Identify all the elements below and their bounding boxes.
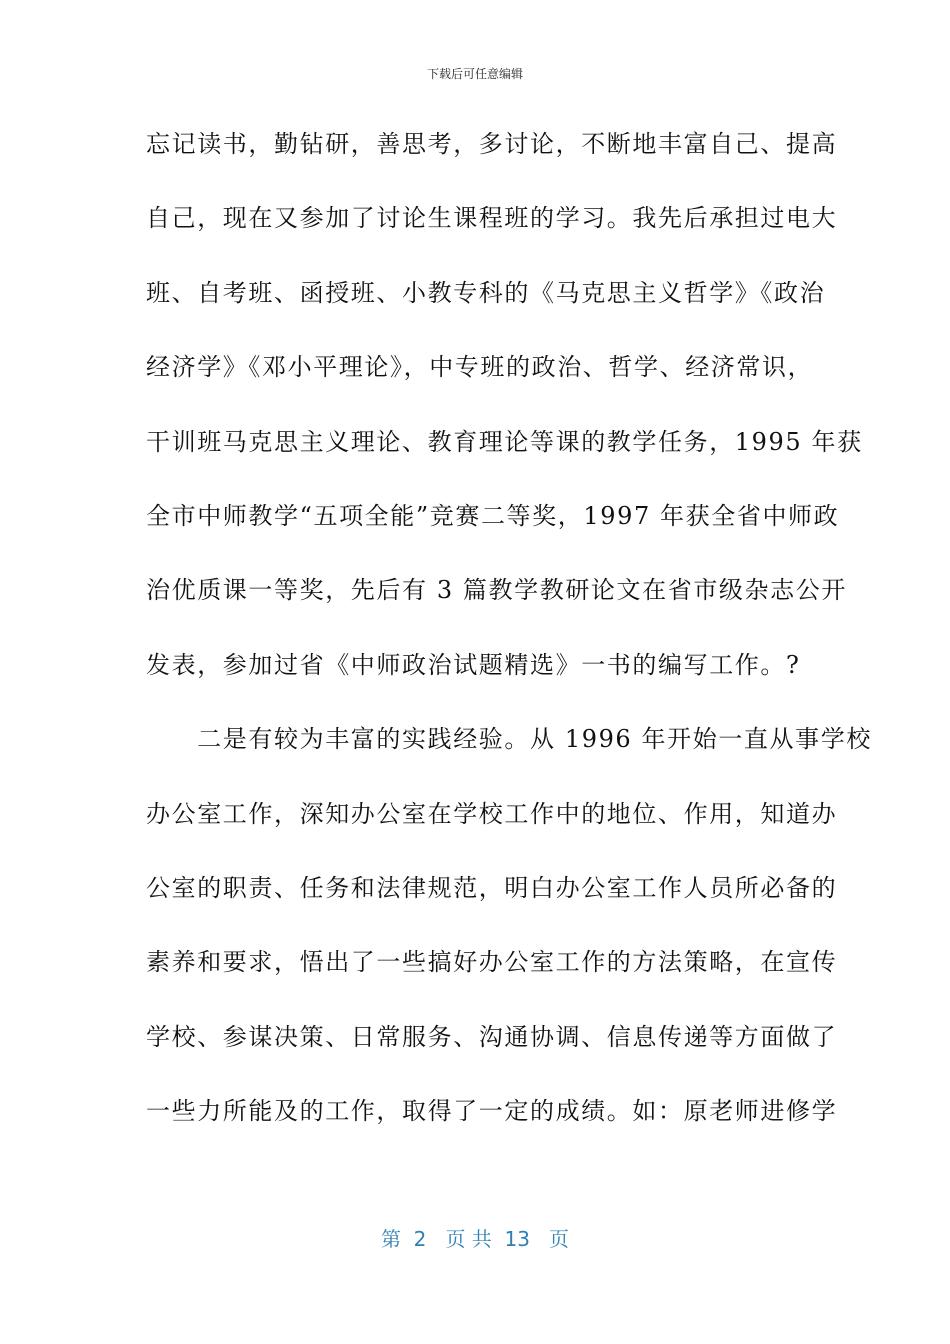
text-line: 治优质课一等奖，先后有 3 篇教学教研论文在省市级杂志公开 [146,576,847,605]
text-line: 素养和要求，悟出了一些搞好办公室工作的方法策略，在宣传 [146,948,838,977]
text-line: 办公室工作，深知办公室在学校工作中的地位、作用，知道办 [146,799,838,828]
text-line: 班、自考班、函授班、小教专科的《马克思主义哲学》《政治 [146,278,826,307]
text-line: 全市中师教学“五项全能”竞赛二等奖，1997 年获全省中师政 [146,501,840,530]
paragraph-start-line: 二是有较为丰富的实践经验。从 1996 年开始一直从事学校 [146,725,872,754]
text-line: 公室的职责、任务和法律规范，明白办公室工作人员所必备的 [146,873,838,902]
document-body [146,124,872,1165]
text-line: 发表，参加过省《中师政治试题精选》一书的编写工作。? [146,650,801,679]
text-line: 经济学》《邓小平理论》，中专班的政治、哲学、经济常识， [146,353,814,382]
text-line: 忘记读书，勤钻研，善思考，多讨论，不断地丰富自己、提高 [146,130,838,158]
page-number-footer: 第 2 页 共 13 页 [380,1227,570,1251]
text-line: 学校、参谋决策、日常服务、沟通协调、信息传递等方面做了 [146,1022,838,1051]
text-line: 自己，现在又参加了讨论生课程班的学习。我先后承担过电大 [146,204,838,233]
text-line: 干训班马克思主义理论、教育理论等课的教学任务，1995 年获 [146,427,863,456]
text-line: 一些力所能及的工作，取得了一定的成绩。如：原老师进修学 [146,1097,838,1126]
page-header-note: 下载后可任意编辑 [426,67,523,81]
